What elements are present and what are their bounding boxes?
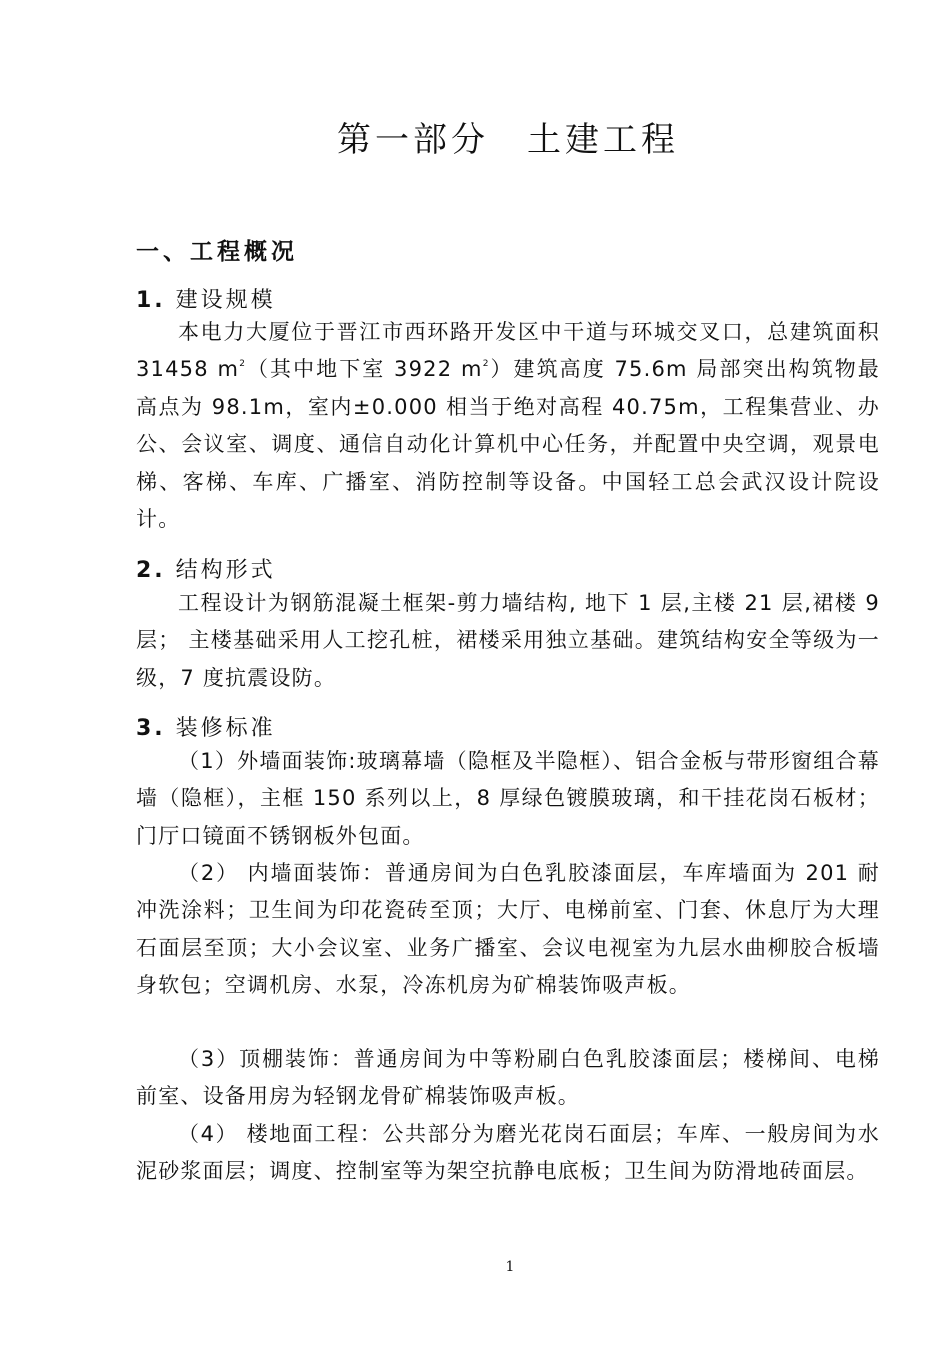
- page-number: 1: [505, 1259, 515, 1275]
- subsection-title: 建设规模: [175, 288, 276, 313]
- paragraph-exterior-wall: （1）外墙面装饰:玻璃幕墙（隐框及半隐框）、铝合金板与带形窗组合幕墙（隐框），主框 150 系列以上，8 厚绿色镀膜玻璃，和干挂花岗石板材；门厅口镜面不锈钢板外包面。: [136, 749, 880, 848]
- subsection-heading-3: [136, 711, 276, 742]
- superscript: 2: [482, 359, 490, 370]
- subsection-number: 2.: [136, 558, 166, 583]
- paragraph-interior-wall: （2） 内墙面装饰：普通房间为白色乳胶漆面层，车库墙面为 201 耐冲洗涂料；卫生间为印花瓷砖至顶；大厅、电梯前室、门套、休息厅为大理石面层至顶；大小会议室、业务广播室、会议电视室为九层水曲柳胶合板墙身软包；空调机房、水泵，冷冻机房为矿棉装饰吸声板。: [136, 861, 880, 998]
- paragraph-ceiling: （3）顶棚装饰：普通房间为中等粉刷白色乳胶漆面层；楼梯间、电梯前室、设备用房为轻钢龙骨矿棉装饰吸声板。: [136, 1047, 880, 1109]
- subsection-heading-2: [136, 553, 276, 584]
- paragraph-text: ）建筑高度 75.6m 局部突出构筑物最高点为 98.1m，室内±0.000 相当于绝对高程 40.75m，工程集营业、办公、会议室、调度、通信自动化计算机中心任务，并配置中央空调，观景电梯、客梯、车库、广播室、消防控制等设备。中国轻工总会武汉设计院设计。: [136, 357, 880, 532]
- paragraph-scale: [136, 314, 880, 538]
- subsection-number: 3.: [136, 716, 166, 741]
- page-title: 第一部分 土建工程: [337, 120, 679, 160]
- section-heading: 一、工程概况: [136, 239, 298, 265]
- subsection-heading-1: [136, 283, 276, 314]
- subsection-title: 结构形式: [175, 558, 276, 583]
- paragraph-floor: （4） 楼地面工程：公共部分为磨光花岗石面层；车库、一般房间为水泥砂浆面层；调度、控制室等为架空抗静电底板；卫生间为防滑地砖面层。: [136, 1122, 880, 1184]
- paragraph-structure: 工程设计为钢筋混凝土框架-剪力墙结构, 地下 1 层,主楼 21 层,裙楼 9 层； 主楼基础采用人工挖孔桩，裙楼采用独立基础。建筑结构安全等级为一级，7 度抗震设防。: [136, 591, 880, 690]
- paragraph-text: （其中地下室 3922 m: [246, 357, 483, 382]
- subsection-title: 装修标准: [175, 716, 276, 741]
- subsection-number: 1.: [136, 288, 166, 313]
- superscript: 2: [239, 359, 247, 370]
- paragraph-text: 本电力大厦位于晋江市西环路开发区中干道与环城交叉口，总建筑面积 31458 m: [136, 320, 880, 382]
